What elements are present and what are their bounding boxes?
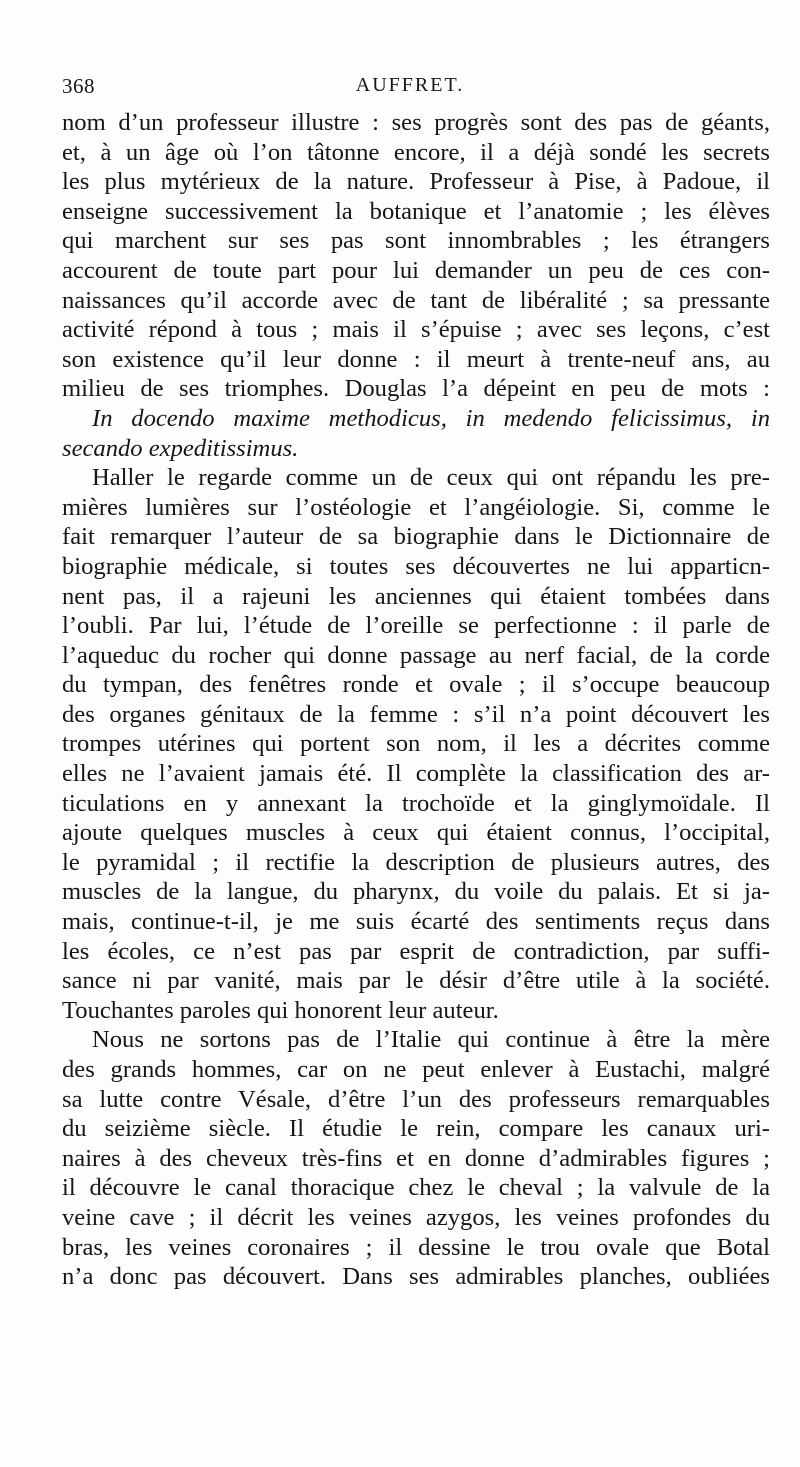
text-line: milieu de ses triomphes. Douglas l’a dépeint en peu de mots : <box>62 375 770 403</box>
text-line: elles ne l’avaient jamais été. Il complète la classification des ar- <box>62 760 770 788</box>
text-line: activité répond à tous ; mais il s’épuise ; avec ses leçons, c’est <box>62 316 770 344</box>
page-header <box>62 74 758 104</box>
text-line: Touchantes paroles qui honorent leur auteur. <box>62 996 499 1024</box>
text-line: secando expeditissimus. <box>62 434 299 462</box>
text-line: enseigne successivement la botanique et l’anatomie ; les élèves <box>62 197 770 225</box>
page-number: 368 <box>62 74 95 98</box>
text-line: du tympan, des fenêtres ronde et ovale ; il s’occupe beaucoup <box>62 671 770 699</box>
text-line: nom d’un professeur illustre : ses progrès sont des pas de géants, <box>62 109 770 136</box>
text-line: mières lumières sur l’ostéologie et l’angéiologie. Si, comme le <box>62 493 770 521</box>
text-line: sance ni par vanité, mais par le désir d’être utile à la société. <box>62 967 770 995</box>
text-line: trompes utérines qui portent son nom, il les a décrites comme <box>62 730 770 758</box>
text-line: naissances qu’il accorde avec de tant de libéralité ; sa pressante <box>62 286 770 314</box>
text-line: In docendo maxime methodicus, in medendo felicissimus, in <box>92 404 770 432</box>
text-line: le pyramidal ; il rectifie la description de plusieurs autres, des <box>62 848 770 876</box>
text-line: des organes génitaux de la femme : s’il n’a point découvert les <box>62 700 770 728</box>
text-line: bras, les veines coronaires ; il dessine le trou ovale que Botal <box>62 1233 770 1261</box>
text-line: ajoute quelques muscles à ceux qui étaient connus, l’occipital, <box>62 819 770 847</box>
text-line: accourent de toute part pour lui demander un peu de ces con- <box>62 256 770 284</box>
text-line: et, à un âge où l’on tâtonne encore, il a déjà sondé les secrets <box>62 138 770 166</box>
text-line: muscles de la langue, du pharynx, du voile du palais. Et si ja- <box>62 878 770 906</box>
running-head: AUFFRET. <box>355 74 465 96</box>
text-line: des grands hommes, car on ne peut enlever à Eustachi, malgré <box>62 1056 770 1083</box>
text-line: Haller le regarde comme un de ceux qui ont répandu les pre- <box>92 464 770 492</box>
text-line: Nous ne sortons pas de l’Italie qui continue à être la mère <box>92 1026 770 1054</box>
text-line: les écoles, ce n’est pas par esprit de contradiction, par suffi- <box>62 937 770 965</box>
text-line: l’aqueduc du rocher qui donne passage au nerf facial, de la corde <box>62 641 770 669</box>
text-line: il découvre le canal thoracique chez le cheval ; la valvule de la <box>62 1174 770 1202</box>
text-line: les plus mytérieux de la nature. Professeur à Pise, à Padoue, il <box>62 168 770 196</box>
text-line: qui marchent sur ses pas sont innombrables ; les étrangers <box>62 227 770 255</box>
text-line: n’a donc pas découvert. Dans ses admirables planches, oubliées <box>62 1263 770 1291</box>
text-line: nent pas, il a rajeuni les anciennes qui étaient tombées dans <box>62 582 770 610</box>
text-line: l’oubli. Par lui, l’étude de l’oreille se perfectionne : il parle de <box>62 612 770 640</box>
text-line: mais, continue-t-il, je me suis écarté des sentiments reçus dans <box>62 908 770 936</box>
text-line: biographie médicale, si toutes ses découvertes ne lui apparticn- <box>62 552 770 580</box>
text-line: veine cave ; il décrit les veines azygos, les veines profondes du <box>62 1203 770 1231</box>
text-line: son existence qu’il leur donne : il meurt à trente-neuf ans, au <box>62 345 770 373</box>
text-line: naires à des cheveux très-fins et en donne d’admirables figures ; <box>62 1144 770 1172</box>
text-line: fait remarquer l’auteur de sa biographie dans le Dictionnaire de <box>62 523 770 551</box>
text-line: sa lutte contre Vésale, d’être l’un des professeurs remarquables <box>62 1085 770 1113</box>
body-text <box>62 108 770 1292</box>
text-line: ticulations en y annexant la trochoïde et la ginglymoïdale. Il <box>62 789 770 817</box>
text-line: du seizième siècle. Il étudie le rein, compare les canaux uri- <box>62 1115 770 1143</box>
